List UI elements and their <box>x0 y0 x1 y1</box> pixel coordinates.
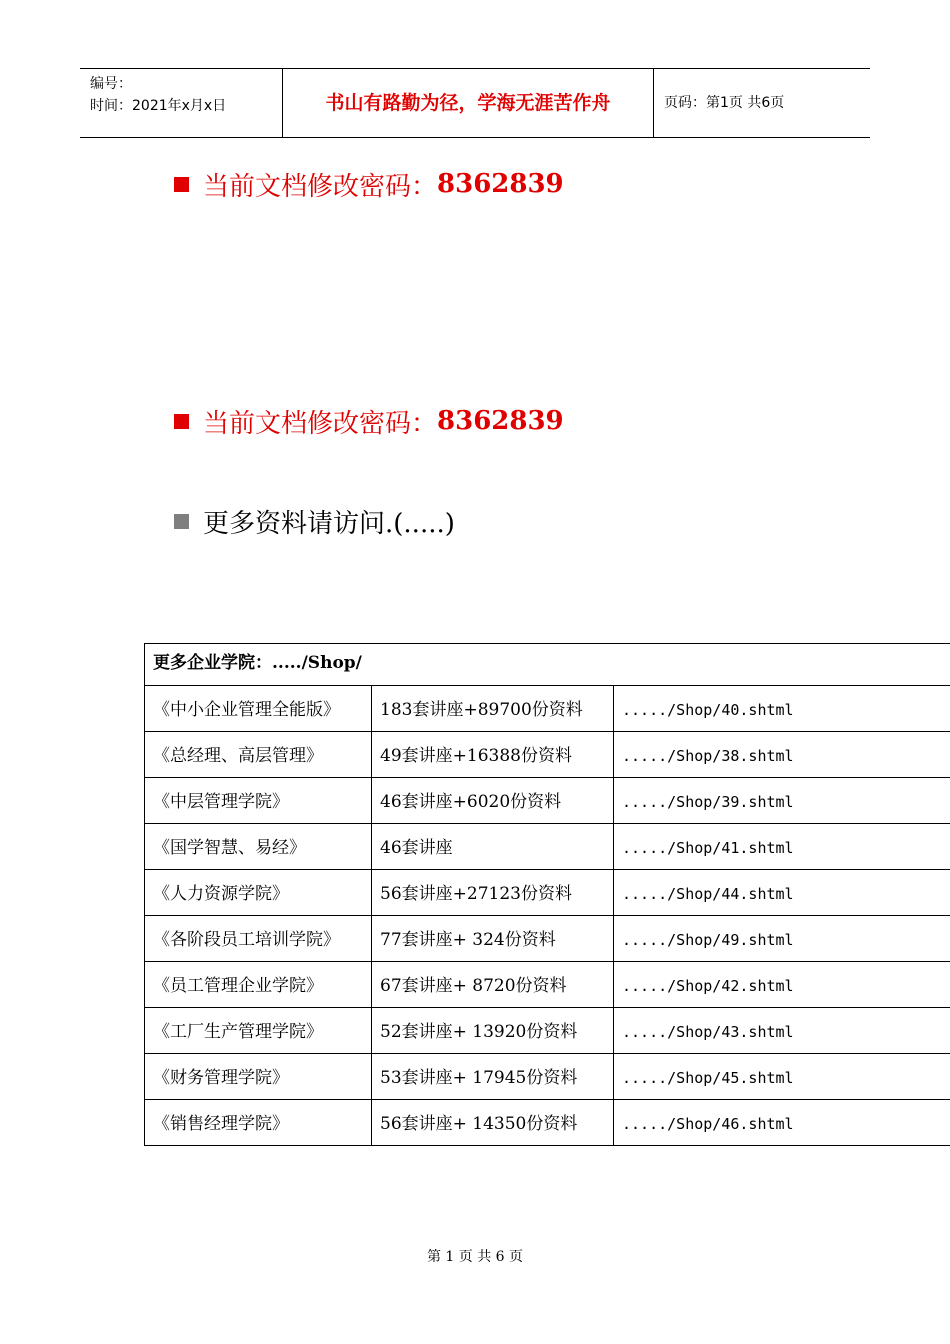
course-url-cell[interactable]: ...../Shop/45.shtml <box>614 1054 950 1100</box>
table-row <box>145 916 950 962</box>
password-notice-text: 当前文档修改密码： <box>203 408 438 439</box>
course-name-cell: 《员工管理企业学院》 <box>145 962 372 1008</box>
table-row <box>145 962 950 1008</box>
password-code: 8362839 <box>437 169 564 199</box>
course-name-cell: 《各阶段员工培训学院》 <box>145 916 372 962</box>
table-row <box>145 732 950 778</box>
course-content-cell: 52套讲座+ 13920份资料 <box>372 1008 614 1054</box>
more-info-text[interactable]: 更多资料请访问.(.....) <box>203 508 455 539</box>
course-name-cell: 《工厂生产管理学院》 <box>145 1008 372 1054</box>
table-row <box>145 824 950 870</box>
header-meta <box>80 69 282 137</box>
resource-table <box>144 643 950 1146</box>
table-row <box>145 686 950 732</box>
table-title[interactable]: 更多企业学院：...../Shop/ <box>145 644 950 686</box>
course-content-cell: 56套讲座+27123份资料 <box>372 870 614 916</box>
course-name-cell: 《总经理、高层管理》 <box>145 732 372 778</box>
table-row <box>145 1008 950 1054</box>
course-url-cell[interactable]: ...../Shop/40.shtml <box>614 686 950 732</box>
course-name-cell: 《销售经理学院》 <box>145 1100 372 1146</box>
course-content-cell: 46套讲座 <box>372 824 614 870</box>
table-row <box>145 778 950 824</box>
password-notice <box>174 164 564 204</box>
course-name-cell: 《国学智慧、易经》 <box>145 824 372 870</box>
more-info-line <box>174 501 455 541</box>
course-name-cell: 《人力资源学院》 <box>145 870 372 916</box>
course-name-cell: 《中小企业管理全能版》 <box>145 686 372 732</box>
table-title-row <box>145 644 950 686</box>
course-content-cell: 67套讲座+ 8720份资料 <box>372 962 614 1008</box>
course-content-cell: 53套讲座+ 17945份资料 <box>372 1054 614 1100</box>
red-square-bullet-icon <box>174 177 189 192</box>
course-url-cell[interactable]: ...../Shop/42.shtml <box>614 962 950 1008</box>
page-header <box>80 68 870 138</box>
course-name-cell: 《财务管理学院》 <box>145 1054 372 1100</box>
gray-square-bullet-icon <box>174 514 189 529</box>
doc-number-label: 编号： <box>90 76 132 92</box>
password-notice-text: 当前文档修改密码： <box>203 171 438 202</box>
course-url-cell[interactable]: ...../Shop/38.shtml <box>614 732 950 778</box>
course-url-cell[interactable]: ...../Shop/43.shtml <box>614 1008 950 1054</box>
course-content-cell: 46套讲座+6020份资料 <box>372 778 614 824</box>
table-row <box>145 1054 950 1100</box>
course-content-cell: 49套讲座+16388份资料 <box>372 732 614 778</box>
doc-time-label: 时间：2021年x月x日 <box>90 98 227 114</box>
header-page-info: 页码：第1页 共6页 <box>664 95 785 111</box>
course-url-cell[interactable]: ...../Shop/46.shtml <box>614 1100 950 1146</box>
table-row <box>145 1100 950 1146</box>
course-content-cell: 183套讲座+89700份资料 <box>372 686 614 732</box>
red-square-bullet-icon <box>174 414 189 429</box>
header-motto: 书山有路勤为径，学海无涯苦作舟 <box>282 69 654 137</box>
password-code: 8362839 <box>437 406 564 436</box>
course-url-cell[interactable]: ...../Shop/49.shtml <box>614 916 950 962</box>
course-url-cell[interactable]: ...../Shop/41.shtml <box>614 824 950 870</box>
course-content-cell: 56套讲座+ 14350份资料 <box>372 1100 614 1146</box>
password-notice <box>174 401 564 441</box>
course-name-cell: 《中层管理学院》 <box>145 778 372 824</box>
course-content-cell: 77套讲座+ 324份资料 <box>372 916 614 962</box>
course-url-cell[interactable]: ...../Shop/39.shtml <box>614 778 950 824</box>
table-row <box>145 870 950 916</box>
page-footer: 第 1 页 共 6 页 <box>426 1249 524 1265</box>
course-url-cell[interactable]: ...../Shop/44.shtml <box>614 870 950 916</box>
